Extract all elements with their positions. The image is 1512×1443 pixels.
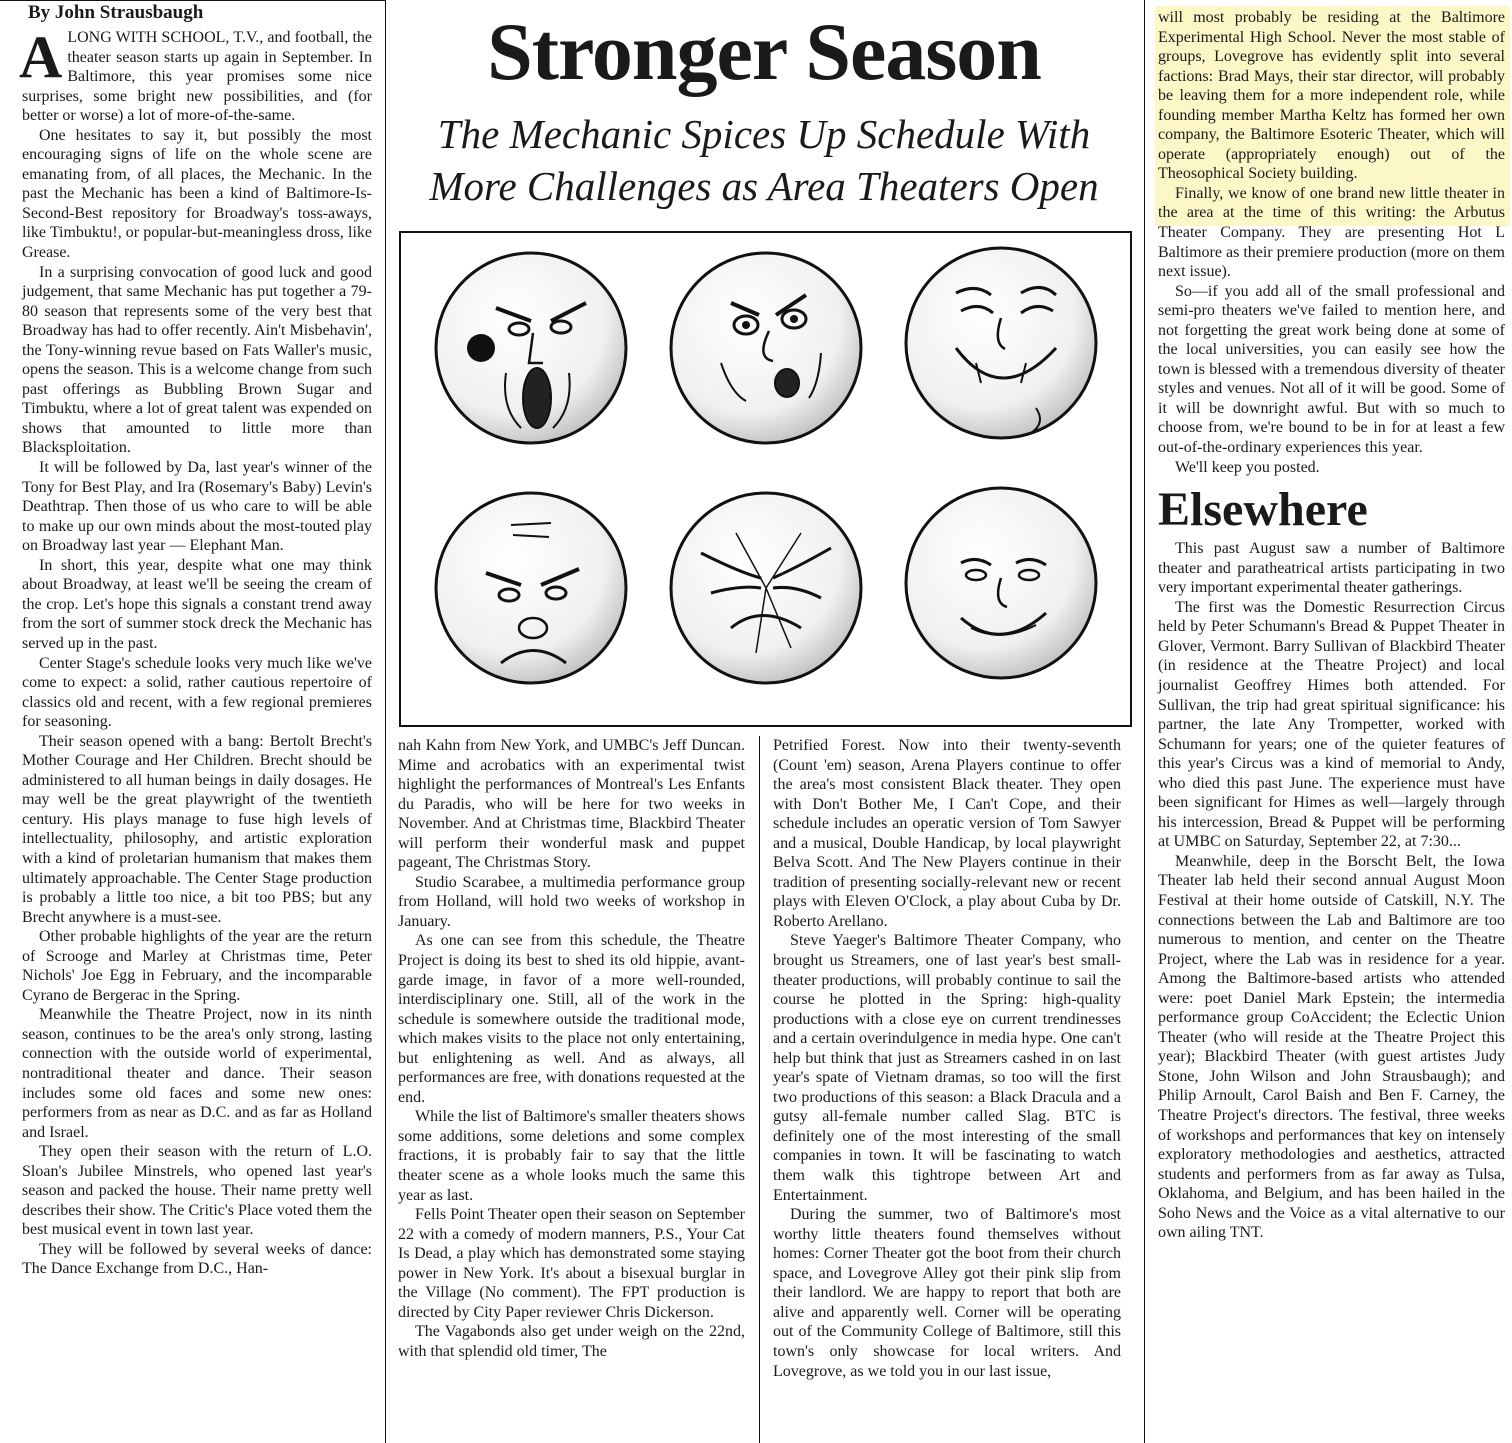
subheadline-line: The Mechanic Spices Up Schedule With <box>437 111 1091 157</box>
paragraph: One hesitates to say it, but possibly the most encouraging signs of life on the whole scene are emanating from, of all places, the Mechanic. In the past the Mechanic has been a kind of Baltimore-Is-Second-Best repository for Broadway's toss-aways, like Timbuktu!, or popular-but-meaningless dross, like Grease. <box>22 126 372 262</box>
paragraph: In a surprising convocation of good luck and good judgement, that same Mechanic has put together a 79-80 season that represents some of the very best that Broadway has had to offer recently. Ain't Misbehavin', the Tony-winning revue based on Fats Waller's music, opens the season. This is a welcome change from such past offerings as Bubbling Brown Sugar and Timbuktu, where a lot of great talent was expended on shows that amounted to little more than Blacksploitation. <box>22 263 372 457</box>
byline: By John Strausbaugh <box>28 2 204 23</box>
paragraph: The first was the Domestic Resurrection Circus held by Peter Schumann's Bread & Puppet Theater in Glover, Vermont. Barry Sullivan of Blackbird Theater (in residence at the Theatre Project) and local journalist Geoffrey Himes both attended. For Sullivan, the trip had great spiritual significance: his partner, the late Any Trompetter, worked with Schumann for years; one of the quieter features of this year's Circus was a kind of memorial to Andy, who died this past June. The experience must have been significant for Himes as well—largely through his intercession, Bread & Puppet will be performing at UMBC on Saturday, September 22, at 7:30... <box>1158 598 1505 851</box>
paragraph: Finally, we know of one brand new little theater in the area at the time of this writing: the Arbutus Theater Company. They are presenting Hot L Baltimore as their premiere production (more on them next issue). <box>1158 184 1505 281</box>
paragraph: The Vagabonds also get under weigh on the 22nd, with that splendid old timer, The <box>398 1323 745 1360</box>
paragraph: Other probable highlights of the year are the return of Scrooge and Marley at Christmas time, Peter Nichols' Joe Egg in February, and the incomparable Cyrano de Bergerac in the Spring. <box>22 928 372 1004</box>
drop-cap: A <box>19 24 63 90</box>
grinning-face-icon <box>906 248 1096 438</box>
subheadline <box>396 108 1132 212</box>
paragraph: will most probably be residing at the Baltimore Experimental High School. Never the most stable of groups, Lovegrove has evidently split into several factions: Brad Mays, their star director, will probably be leaving them for a more independent role, while founding member Martha Keltz has formed her own company, the Baltimore Esoteric Theater, which will operate (appropriately enough) out of the Theosophical Society building. <box>1158 9 1505 183</box>
scrunched-face-icon <box>671 493 861 683</box>
paragraph: Petrified Forest. Now into their twenty-seventh (Count 'em) season, Arena Players continue to offer the area's most consistent Black theater. They open with Don't Bother Me, I Can't Cope, and their schedule includes an operatic version of Tom Sawyer and a musical, Double Handicap, by local playwright Belva Scott. And The New Players continue in their tradition of presenting socially-relevant new or recent plays with Eleven O'Clock, a play about Cuba by Dr. Roberto Arellano. <box>773 737 1121 930</box>
paragraph: This past August saw a number of Baltimore theater and paratheatrical artists participating in two very important experimental theater gatherings. <box>1158 540 1505 597</box>
paragraph: Fells Point Theater open their season on September 22 with a comedy of modern manners, P.S., Your Cat Is Dead, a play which has demonstrated some staying power in New York. It's about a bisexual burglar in the Village (No comment). The FPT production is directed by City Paper reviewer Chris Dickerson. <box>398 1206 745 1321</box>
paragraph: While the list of Baltimore's smaller theaters shows some additions, some deletions and some complex fractions, it is probably fair to say that the little theater scene as a whole looks much the same this year as last. <box>398 1108 745 1204</box>
column-rule-middle <box>759 736 760 1443</box>
paragraph: We'll keep you posted. <box>1175 458 1320 476</box>
paragraph: They will be followed by several weeks of dance: The Dance Exchange from D.C., Han- <box>22 1240 372 1278</box>
article-column-2 <box>398 736 745 1362</box>
paragraph: During the summer, two of Baltimore's most worthy little theaters found themselves without homes: Corner Theater got the boot from their church space, and Lovegrove Alley got their pink slip from their landlord. We are happy to report that both are alive and apparently well. Corner will be operating out of the Community College of Baltimore, still this town's only showcase for local writers. And Lovegrove, as we told you in our last issue, <box>773 1206 1121 1380</box>
paragraph: It will be followed by Da, last year's winner of the Tony for Best Play, and Ira (Rosemary's Baby) Levin's Deathtrap. Then those of us who care to will be able to make up our own minds about the most-touted play on Broadway last year — Elephant Man. <box>22 459 372 555</box>
headline: Stronger Season <box>487 6 1041 97</box>
paragraph: nah Kahn from New York, and UMBC's Jeff Duncan. Mime and acrobatics with an experimental twist highlight the performances of Montreal's Les Enfants du Paradis, who will be here for two weeks in November. And at Christmas time, Blackbird Theater will perform their wonderful mask and puppet pageant, The Christmas Story. <box>398 737 745 872</box>
paragraph: Steve Yaeger's Baltimore Theater Company, who brought us Streamers, one of last year's best small-theater productions, will probably continue to sail the course he plotted in the Spring: high-quality productions with a close eye on current trendinesses and a certain overindulgence in media hype. One can't help but think that just as Streamers cashed in on last year's spate of Vietnam dramas, so too will the first two productions of this season: a Black Dracula and a gutsy all-female number called Slag. BTC is definitely one of the most interesting of the small companies in town. It will be fascinating to watch them walk this tightrope between Art and Entertainment. <box>773 932 1121 1204</box>
subheadline-line: More Challenges as Area Theaters Open <box>429 163 1099 209</box>
paragraph: LONG WITH SCHOOL, T.V., and football, the theater season starts up again in September. In Baltimore, this year promises some nice surprises, some bright new possibilities, and (for better or worse) a lot of more-of-the-same. <box>22 29 372 125</box>
paragraph: Meanwhile, deep in the Borscht Belt, the Iowa Theater lab held their second annual August Moon Festival at their home outside of Catskill, N.Y. The connections between the Lab and Baltimore are too numerous to mention, and center on the Theatre Project, where the Lab was in residence for a year. Among the Baltimore-based artists who attended were: poet Daniel Mark Epstein; the intermedia performance group CoAccident; the Eclectic Union Theater (who will reside at the Theatre Project this year); Blackbird Theater (with guest artistes Judy Stone, John Wilson and John Strausbaugh); and Philip Arnoult, Carol Baish and Ben F. Carney, the Theatre Project's directors. The festival, three weeks of workshops and performances that key on intensely exploratory methodologies and aesthetics, attracted students and performers from as far away as Tulsa, Oklahoma, and Belgium, and has been hailed in the Soho News and the Voice as a vital alternative to our own ailing TNT. <box>1158 852 1505 1242</box>
paragraph: Their season opened with a bang: Bertolt Brecht's Mother Courage and Her Children. Brecht should be administered to all human beings in daily dosages. He may well be the great playwright of the twentieth century. His plays manage to fuse high levels of intellectuality, philosophy, and artistic exploration with a kind of proletarian humanism that makes them ultimately approachable. The Center Stage production is probably a little too nice, a bit too PBS; but any Brecht anywhere is a must-see. <box>22 732 372 926</box>
paragraph: As one can see from this schedule, the Theatre Project is doing its best to shed its old hippie, avant-garde image, in favor of a more well-rounded, interdisciplinary one. Still, all of the work in the schedule is somewhere outside the traditional mode, which makes visits to the place not only entertaining, but enlightening as well. And as always, all performances are free, with donations requested at the end. <box>398 932 745 1106</box>
shocked-face-icon <box>671 253 861 443</box>
paragraph: So—if you add all of the small professional and semi-pro theaters we've failed to mention here, and not forgetting the great work being done at some of the local universities, you can easily see how the town is blessed with a tremendous diversity of theater styles and venues. Not all of it will be good. Some of it will be downright awful. But with so much to choose from, we're bound to be in for at least a few out-of-the-ordinary experiences this year. <box>1158 282 1505 457</box>
paragraph: Center Stage's schedule looks very much like we've come to expect: a solid, rather cautious repertoire of classics old and recent, with a few regional premieres for seasoning. <box>22 654 372 731</box>
paragraph: They open their season with the return of L.O. Sloan's Jubilee Minstrels, who opened last year's season and packed the house. Their name pretty well describes their show. The Critic's Place voted them the best musical event in town last year. <box>22 1143 372 1239</box>
section-heading-elsewhere: Elsewhere <box>1158 483 1368 537</box>
paragraph: Meanwhile the Theatre Project, now in its ninth season, continues to be the area's only strong, lasting connection with the outside world of experimental, nontraditional theater and dance. Their season includes some old faces and some new ones: performers from as near as D.C. and as far as Holland and Israel. <box>22 1006 372 1141</box>
top-rule <box>0 0 385 1</box>
article-column-1 <box>19 24 372 1279</box>
paragraph: Studio Scarabee, a multimedia performance group from Holland, will hold two weeks of workshop in January. <box>398 873 745 930</box>
faces-svg <box>401 233 1130 725</box>
article-column-4 <box>1158 8 1505 1243</box>
smirking-face-icon <box>906 488 1096 678</box>
article-column-3 <box>773 736 1121 1381</box>
paragraph: In short, this year, despite what one may think about Broadway, at least we'll be seeing the cream of the crop. Let's hope this signals a constant trend away from the sort of summer stock dreck the Mechanic has served up in the past. <box>22 556 372 652</box>
column-rule-left <box>385 0 386 1443</box>
frowning-face-icon <box>436 493 626 683</box>
column-rule-right <box>1144 0 1145 1443</box>
angry-face-icon <box>436 253 626 443</box>
illustration-faces <box>399 231 1132 727</box>
